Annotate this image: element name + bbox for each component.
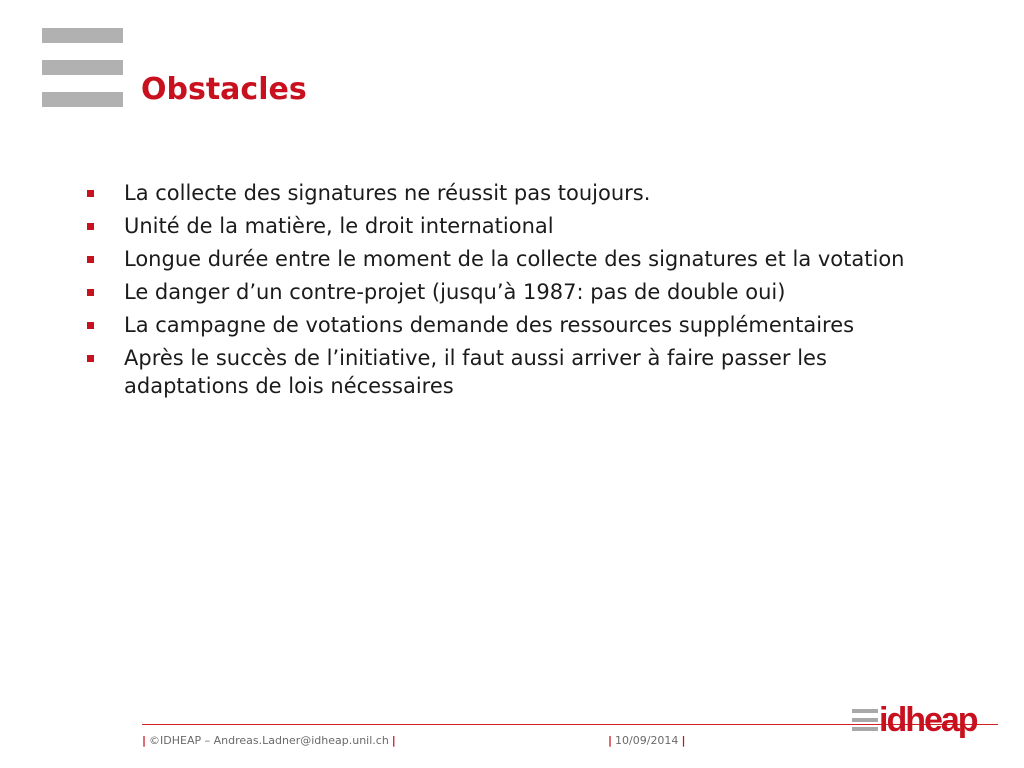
logo-text: idheap <box>879 701 977 739</box>
square-bullet-icon <box>87 355 94 362</box>
logo-bars-icon <box>852 709 878 731</box>
bullet-text: Unité de la matière, le droit international <box>124 214 554 238</box>
title-bars-decoration <box>42 28 123 108</box>
title-bar-decoration <box>42 92 123 107</box>
bullet-item <box>84 245 944 273</box>
footer-copyright <box>139 734 399 747</box>
bullet-item <box>84 344 944 400</box>
footer-separator: | <box>608 734 613 747</box>
bullet-item <box>84 311 944 339</box>
title-bar-decoration <box>42 28 123 43</box>
bullet-text: La collecte des signatures ne réussit pas toujours. <box>124 181 651 205</box>
idheap-logo <box>852 701 982 743</box>
square-bullet-icon <box>87 190 94 197</box>
date-text: 10/09/2014 <box>615 734 679 747</box>
bullet-text: Après le succès de l’initiative, il faut aussi arriver à faire passer les adaptations de lois nécessaires <box>124 346 827 398</box>
square-bullet-icon <box>87 322 94 329</box>
bullet-text: Le danger d’un contre-projet (jusqu’à 1987: pas de double oui) <box>124 280 786 304</box>
footer-date <box>605 734 688 747</box>
bullet-text: La campagne de votations demande des ressources supplémentaires <box>124 313 855 337</box>
slide-title: Obstacles <box>141 72 307 107</box>
square-bullet-icon <box>87 289 94 296</box>
copyright-text: ©IDHEAP – Andreas.Ladner@idheap.unil.ch <box>149 734 389 747</box>
bullet-item <box>84 278 944 306</box>
square-bullet-icon <box>87 223 94 230</box>
square-bullet-icon <box>87 256 94 263</box>
footer-separator: | <box>391 734 396 747</box>
title-bar-decoration <box>42 60 123 75</box>
footer-separator: | <box>142 734 147 747</box>
bullet-item <box>84 179 944 207</box>
bullet-item <box>84 212 944 240</box>
footer-separator: | <box>681 734 686 747</box>
bullet-list <box>84 179 944 405</box>
bullet-text: Longue durée entre le moment de la collecte des signatures et la votation <box>124 247 905 271</box>
